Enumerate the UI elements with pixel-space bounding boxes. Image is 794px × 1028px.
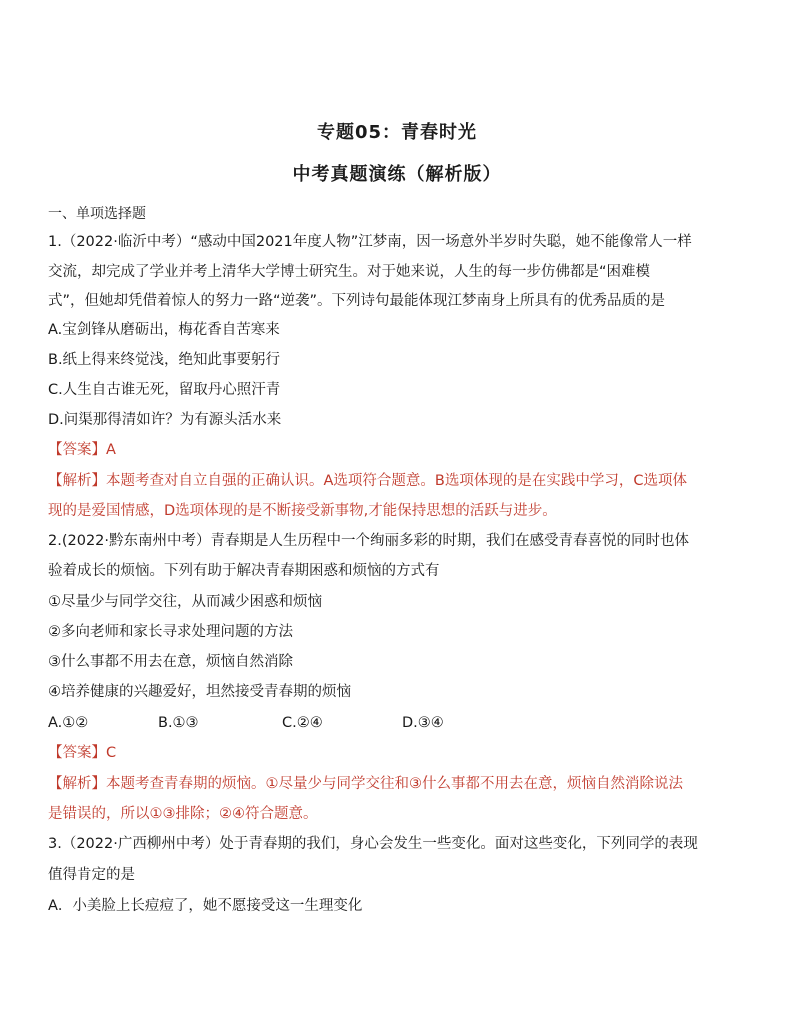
q1-option-d: D.问渠那得清如许？为有源头活水来	[48, 412, 282, 428]
section-heading: 一、单项选择题	[48, 206, 146, 222]
q2-choice-a: A.①②	[48, 715, 89, 731]
q3-stem-line-1: 3.（2022·广西柳州中考）处于青春期的我们，身心会发生一些变化。面对这些变化，下列同学的表现	[48, 836, 698, 852]
q1-analysis-line-2: 现的是爱国情感，D选项体现的是不断接受新事物,才能保持思想的活跃与进步。	[48, 503, 557, 519]
q2-choice-d: D.③④	[402, 715, 444, 731]
document-subtitle: 中考真题演练（解析版）	[292, 164, 502, 185]
q1-analysis-line-1: 【解析】本题考查对自立自强的正确认识。A选项符合题意。B选项体现的是在实践中学习，C选项体	[48, 473, 687, 489]
q2-item-3: ③什么事都不用去在意，烦恼自然消除	[48, 654, 293, 670]
document-title: 专题05：青春时光	[316, 122, 478, 143]
q2-item-2: ②多向老师和家长寻求处理问题的方法	[48, 624, 293, 640]
q1-option-a: A.宝剑锋从磨砺出，梅花香自苦寒来	[48, 322, 280, 338]
q1-stem-line-3: 式”，但她却凭借着惊人的努力一路“逆袭”。下列诗句最能体现江梦南身上所具有的优秀品质的是	[48, 293, 666, 309]
q2-analysis-line-1: 【解析】本题考查青春期的烦恼。①尽量少与同学交往和③什么事都不用去在意，烦恼自然消除说法	[48, 776, 683, 792]
q2-choice-b: B.①③	[158, 715, 199, 731]
q1-option-b: B.纸上得来终觉浅，绝知此事要躬行	[48, 352, 281, 368]
q3-stem-line-2: 值得肯定的是	[48, 867, 135, 883]
q2-stem-line-2: 验着成长的烦恼。下列有助于解决青春期困惑和烦恼的方式有	[48, 563, 440, 579]
q3-option-a: A．小美脸上长痘痘了，她不愿接受这一生理变化	[48, 898, 363, 914]
q1-stem-line-1: 1.（2022·临沂中考）“感动中国2021年度人物”江梦南，因一场意外半岁时失聪，她不能像常人一样	[48, 234, 692, 250]
q2-item-4: ④培养健康的兴趣爱好，坦然接受青春期的烦恼	[48, 684, 351, 700]
q2-item-1: ①尽量少与同学交往，从而减少困惑和烦恼	[48, 594, 322, 610]
q2-choices	[48, 713, 748, 733]
q2-choice-c: C.②④	[282, 715, 323, 731]
q1-option-c: C.人生自古谁无死，留取丹心照汗青	[48, 382, 281, 398]
q1-answer: 【答案】A	[48, 442, 116, 458]
q1-stem-line-2: 交流，却完成了学业并考上清华大学博士研究生。对于她来说，人生的每一步仿佛都是“困难模	[48, 264, 651, 280]
q2-analysis-line-2: 是错误的，所以①③排除；②④符合题意。	[48, 806, 318, 822]
q2-stem-line-1: 2.(2022·黔东南州中考）青春期是人生历程中一个绚丽多彩的时期，我们在感受青春喜悦的同时也体	[48, 533, 689, 549]
q2-answer: 【答案】C	[48, 745, 117, 761]
